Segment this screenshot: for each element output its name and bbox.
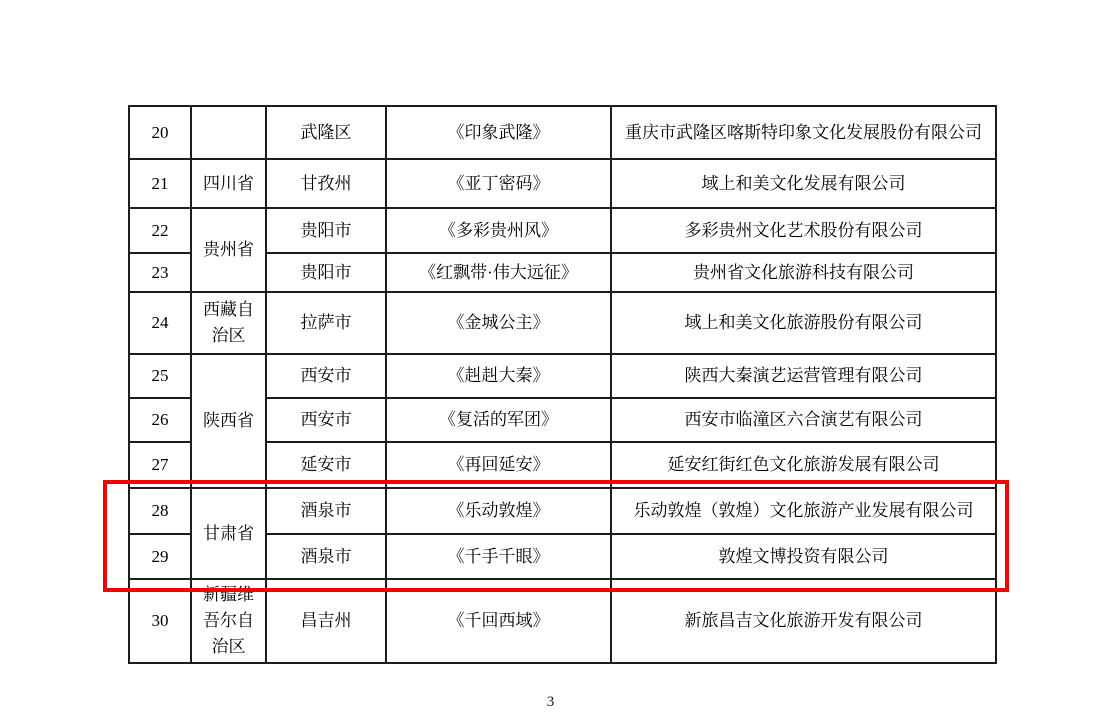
- cell-company: 域上和美文化发展有限公司: [611, 159, 996, 208]
- table-row: [129, 292, 996, 354]
- cell-company: 西安市临潼区六合演艺有限公司: [611, 398, 996, 442]
- cell-province: 西藏自治区: [191, 292, 266, 354]
- cell-company: 乐动敦煌（敦煌）文化旅游产业发展有限公司: [611, 488, 996, 534]
- cell-province: [191, 106, 266, 159]
- cell-province: 四川省: [191, 159, 266, 208]
- cell-title: 《千手千眼》: [386, 534, 611, 579]
- cell-title: 《复活的军团》: [386, 398, 611, 442]
- cell-row-number: 29: [129, 534, 191, 579]
- cell-company: 多彩贵州文化艺术股份有限公司: [611, 208, 996, 253]
- cell-province: 甘肃省: [191, 488, 266, 579]
- table-row: [129, 354, 996, 398]
- cell-city: 贵阳市: [266, 253, 386, 292]
- table-row: [129, 106, 996, 159]
- cell-company: 敦煌文博投资有限公司: [611, 534, 996, 579]
- cell-province: 贵州省: [191, 208, 266, 292]
- cell-city: 延安市: [266, 442, 386, 488]
- cell-city: 西安市: [266, 398, 386, 442]
- cell-city: 酒泉市: [266, 534, 386, 579]
- cell-row-number: 20: [129, 106, 191, 159]
- cell-row-number: 28: [129, 488, 191, 534]
- cell-row-number: 26: [129, 398, 191, 442]
- cell-company: 域上和美文化旅游股份有限公司: [611, 292, 996, 354]
- cell-city: 拉萨市: [266, 292, 386, 354]
- cell-title: 《赳赳大秦》: [386, 354, 611, 398]
- cell-city: 武隆区: [266, 106, 386, 159]
- cell-city: 贵阳市: [266, 208, 386, 253]
- table-row-highlighted: [129, 488, 996, 534]
- cell-city: 甘孜州: [266, 159, 386, 208]
- cell-row-number: 30: [129, 579, 191, 663]
- cell-row-number: 21: [129, 159, 191, 208]
- cell-title: 《金城公主》: [386, 292, 611, 354]
- cell-province: 新疆维吾尔自治区: [191, 579, 266, 663]
- cell-title: 《乐动敦煌》: [386, 488, 611, 534]
- cell-company: 重庆市武隆区喀斯特印象文化发展股份有限公司: [611, 106, 996, 159]
- cell-city: 昌吉州: [266, 579, 386, 663]
- cell-row-number: 23: [129, 253, 191, 292]
- cell-title: 《多彩贵州风》: [386, 208, 611, 253]
- cell-title: 《亚丁密码》: [386, 159, 611, 208]
- cell-city: 酒泉市: [266, 488, 386, 534]
- cell-company: 新旅昌吉文化旅游开发有限公司: [611, 579, 996, 663]
- page-number: 3: [546, 694, 555, 710]
- table-row: [129, 208, 996, 253]
- cell-title: 《再回延安》: [386, 442, 611, 488]
- cell-company: 延安红街红色文化旅游发展有限公司: [611, 442, 996, 488]
- table-row: [129, 159, 996, 208]
- cell-province: 陕西省: [191, 354, 266, 488]
- table-row: [129, 579, 996, 663]
- cell-title: 《印象武隆》: [386, 106, 611, 159]
- performance-projects-table: [128, 105, 997, 664]
- cell-city: 西安市: [266, 354, 386, 398]
- cell-title: 《红飘带·伟大远征》: [386, 253, 611, 292]
- cell-company: 陕西大秦演艺运营管理有限公司: [611, 354, 996, 398]
- cell-title: 《千回西域》: [386, 579, 611, 663]
- cell-row-number: 22: [129, 208, 191, 253]
- cell-row-number: 24: [129, 292, 191, 354]
- cell-row-number: 25: [129, 354, 191, 398]
- cell-row-number: 27: [129, 442, 191, 488]
- cell-company: 贵州省文化旅游科技有限公司: [611, 253, 996, 292]
